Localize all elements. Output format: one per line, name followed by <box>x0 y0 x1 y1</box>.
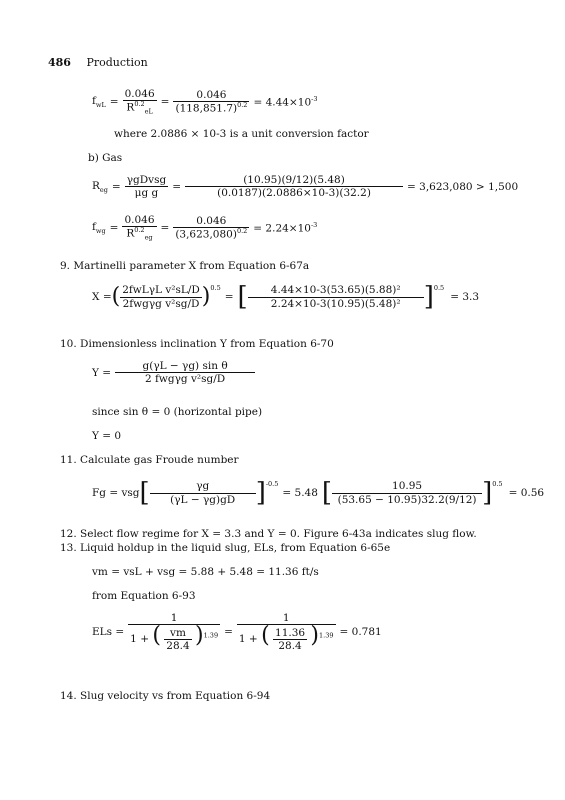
eq-fg-lhs: Fg = vsg <box>92 487 140 499</box>
step-10: 10. Dimensionless inclination Y from Equation 6-70 <box>60 338 334 350</box>
equation-els: ELs = 1 1 + ( $\frac{vm}{28.4}$ )$^{1.39}$ = 1 1 + ( $\frac{11.36}{28.4}$ )$^{1.39}$ = 0.781 <box>92 612 382 652</box>
equation-fwg: $f_{wg}$ = $\frac{0.046}{R^{0.2}_{eg}}$ = $\frac{0.046}{(3,623,080)^{0.2}}$ = $2.24\times 10^{-3}$ <box>92 214 318 242</box>
note-sin: since sin θ = 0 (horizontal pipe) <box>92 406 263 418</box>
eq-y-lhs: Y = <box>92 366 112 379</box>
step-11: 11. Calculate gas Froude number <box>60 454 239 466</box>
step-13: 13. Liquid holdup in the liquid slug, ELs, from Equation 6-65e <box>60 542 391 554</box>
eq-reg-result: = 3,623,080 > 1,500 <box>407 180 519 193</box>
eq-y-frac: $\frac{\text{g(γL − γg) sin θ}}{\text{2 fwgγg v²sg/D}}$ <box>115 360 255 385</box>
equation-froude: Fg = vsg [ $\frac{\gamma g}{(\gamma L - \gamma g)gD}$ ] $^{-0.5}$ = 5.48 [ $\frac{10.95}{(53.65 - 10.95)32.2(9/12)}$ ] $^{0.5}$ = 0.56 <box>92 478 545 508</box>
eq-els-frac2: 1 1 + ( $\frac{11.36}{28.4}$ )$^{1.39}$ <box>238 612 334 652</box>
eq-fwg-result: = $2.24\times 10^{-3}$ <box>253 221 318 235</box>
eq-fwl-lhs: $f_{wL}$ <box>92 95 106 110</box>
note-conversion: where 2.0886 × 10-3 is a unit conversion factor <box>114 128 369 140</box>
eq-x-lhs: X = <box>92 291 112 303</box>
eq-els-result: = 0.781 <box>339 625 382 638</box>
equation-fwl: $f_{wL}$ = $\frac{0.046}{R^{0.2}_{eL}}$ = $\frac{0.046}{(118,851.7)^{0.2}}$ = $4.44\times 10^{-3}$ <box>92 88 318 116</box>
step-9: 9. Martinelli parameter X from Equation 6-67a <box>60 260 310 272</box>
section-title: Production <box>86 56 148 69</box>
equation-reg: $R_{eg}$ = $\frac{\text{γgDvsg}}{\text{μg g}}$ = $\frac{(10.95)(9/12)(5.48)}{(0.0187)(2.0886\times 10-3)(32.2)}$ = 3,623,080 > 1,500 <box>92 174 519 200</box>
eq-fg-frac1: $\frac{\gamma g}{(\gamma L - \gamma g)gD}$ <box>150 480 256 505</box>
eq-vm: vm = vsL + vsg = 5.88 + 5.48 = 11.36 ft/s <box>92 566 319 578</box>
page-number: 486 <box>48 56 71 69</box>
eq-x-frac2: $\frac{\text{4.44×10-3(53.65)(5.88)²}}{\text{2.24×10-3(10.95)(5.48)²}}$ <box>248 284 424 309</box>
page-header <box>48 56 148 69</box>
eq-x-result: = 3.3 <box>450 291 480 303</box>
eq-fwl-frac1: $\frac{0.046}{R^{0.2}_{eL}}$ <box>124 88 155 116</box>
eq-fwg-lhs: $f_{wg}$ <box>92 221 106 236</box>
step-14: 14. Slug velocity vs from Equation 6-94 <box>60 690 271 702</box>
equation-x: X = ( $\frac{\text{2fwLγL v²sL/D}}{\text{2fwgγg v²sg/D}}$ ) $^{0.5}$ = [ $\frac{\text{4.44×10-3(53.65)(5.88)²}}{\text{2.24×10-3(10.95)(5.48)²}}$ ] $^{0.5}$ = 3.3 <box>92 282 480 312</box>
eq-reg-frac1: $\frac{\text{γgDvsg}}{\text{μg g}}$ <box>126 174 167 200</box>
eq-reg-frac2: $\frac{(10.95)(9/12)(5.48)}{(0.0187)(2.0886\times 10-3)(32.2)}$ <box>185 174 403 199</box>
eq-els-lhs: ELs = <box>92 625 125 638</box>
eq-x-frac1: $\frac{\text{2fwLγL v²sL/D}}{\text{2fwgγg v²sg/D}}$ <box>122 284 200 310</box>
eq-fwl-frac2: $\frac{0.046}{(118,851.7)^{0.2}}$ <box>175 89 248 115</box>
step-12: 12. Select flow regime for X = 3.3 and Y = 0. Figure 6-43a indicates slug flow. <box>60 528 477 540</box>
note-from-eq: from Equation 6-93 <box>92 590 196 602</box>
eq-fwg-frac1: $\frac{0.046}{R^{0.2}_{eg}}$ <box>124 214 155 242</box>
item-b-gas: b) Gas <box>88 152 123 164</box>
eq-fwg-frac2: $\frac{0.046}{(3,623,080)^{0.2}}$ <box>175 215 248 241</box>
eq-reg-lhs: $R_{eg}$ <box>92 179 108 194</box>
eq-els-frac1: 1 1 + ( $\frac{vm}{28.4}$ )$^{1.39}$ <box>130 612 219 652</box>
eq-fwl-result: = $4.44\times 10^{-3}$ <box>253 95 318 109</box>
eq-fg-result: = 0.56 <box>508 487 545 499</box>
eq-y-zero: Y = 0 <box>92 430 122 442</box>
eq-fg-frac2: $\frac{10.95}{(53.65 - 10.95)32.2(9/12)}$ <box>332 480 482 505</box>
equation-y <box>92 360 255 385</box>
